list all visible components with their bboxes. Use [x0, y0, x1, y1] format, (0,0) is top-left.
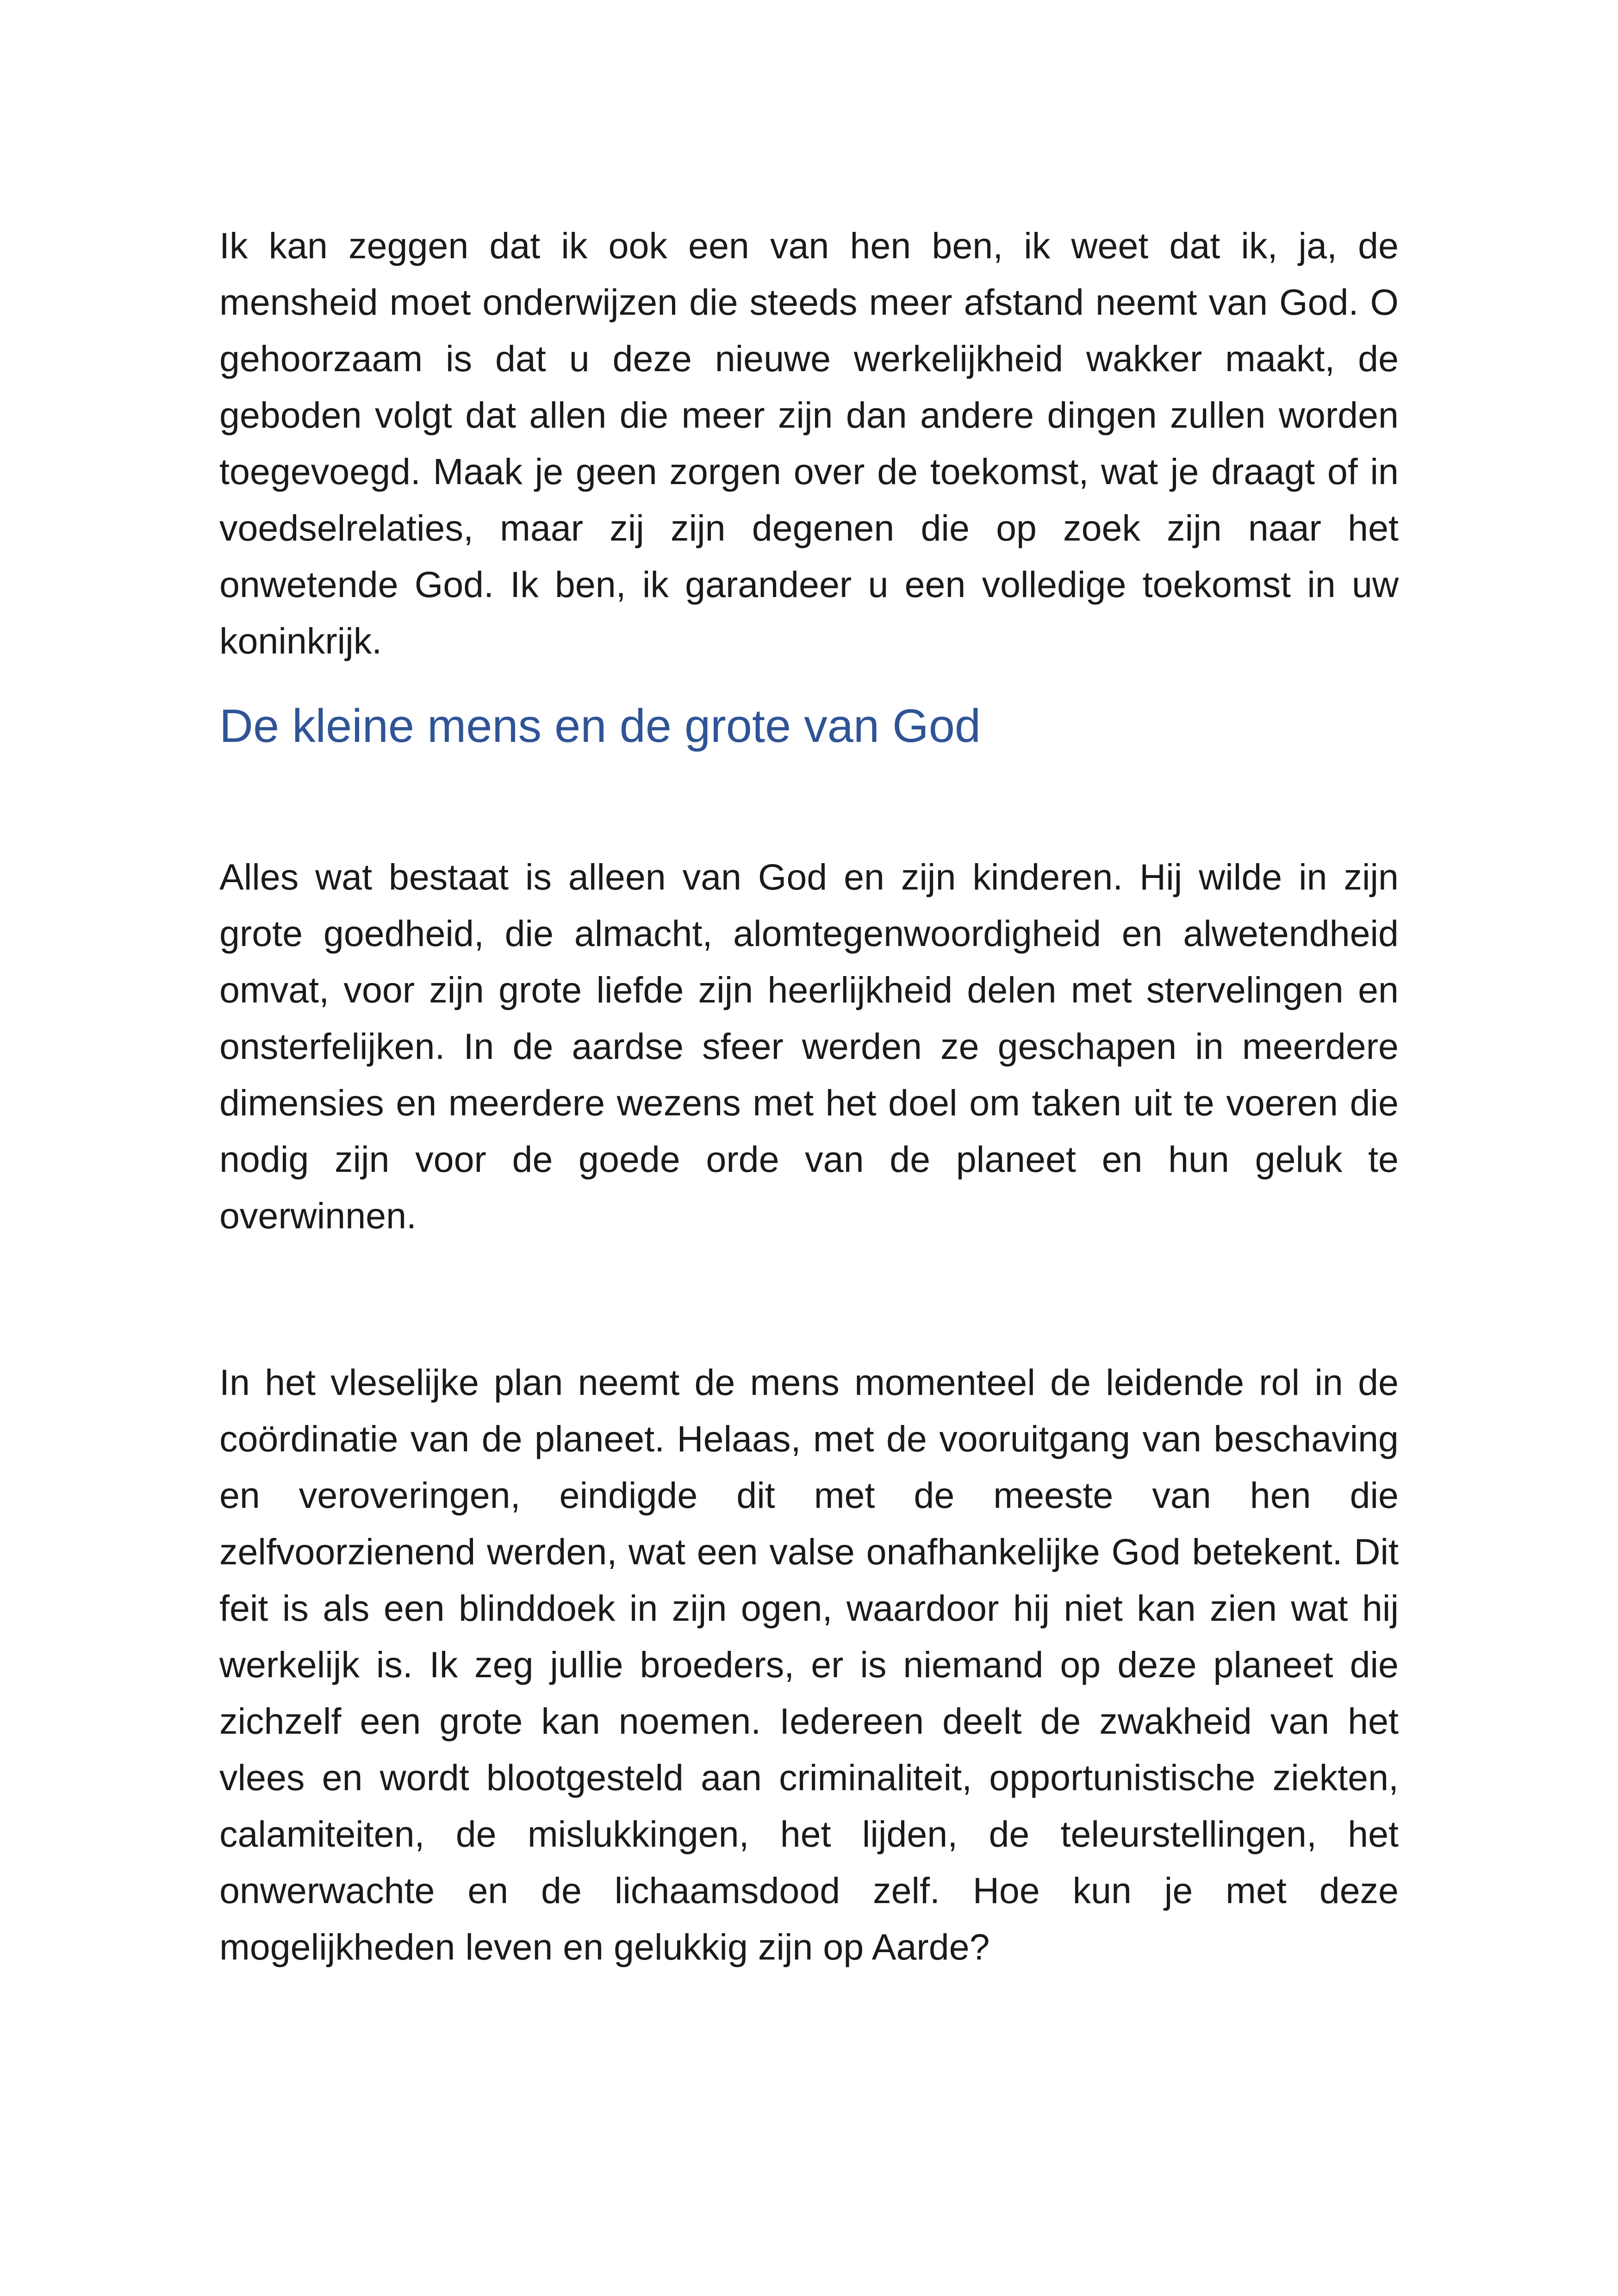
page-content	[219, 218, 1399, 1975]
section-heading: De kleine mens en de grote van God	[219, 700, 981, 752]
section-paragraph-2: In het vleselijke plan neemt de mens momenteel de leidende rol in de coördinatie van de planeet. Helaas, met de vooruitgang van beschaving en veroveringen, eindigde dit met de meeste van hen die zelfvoorzienend werden, wat een valse onafhankelijke God betekent. Dit feit is als een blinddoek in zijn ogen, waardoor hij niet kan zien wat hij werkelijk is. Ik zeg jullie broeders, er is niemand op deze planeet die zichzelf een grote kan noemen. Iedereen deelt de zwakheid van het vlees en wordt blootgesteld aan criminaliteit, opportunistische ziekten, calamiteiten, de mislukkingen, het lijden, de teleurstellingen, het onwerwachte en de lichaamsdood zelf. Hoe kun je met deze mogelijkheden leven en gelukkig zijn op Aarde?	[219, 1362, 1399, 1967]
intro-paragraph: Ik kan zeggen dat ik ook een van hen ben, ik weet dat ik, ja, de mensheid moet onderwijzen die steeds meer afstand neemt van God. O gehoorzaam is dat u deze nieuwe werkelijkheid wakker maakt, de geboden volgt dat allen die meer zijn dan andere dingen zullen worden toegevoegd. Maak je geen zorgen over de toekomst, wat je draagt of in voedselrelaties, maar zij zijn degenen die op zoek zijn naar het onwetende God. Ik ben, ik garandeer u een volledige toekomst in uw koninkrijk.	[219, 225, 1399, 661]
section-paragraph-1: Alles wat bestaat is alleen van God en zijn kinderen. Hij wilde in zijn grote goedheid, die almacht, alomtegenwoordigheid en alwetendheid omvat, voor zijn grote liefde zijn heerlijkheid delen met stervelingen en onsterfelijken. In de aardse sfeer werden ze geschapen in meerdere dimensies en meerdere wezens met het doel om taken uit te voeren die nodig zijn voor de goede orde van de planeet en hun geluk te overwinnen.	[219, 856, 1399, 1236]
